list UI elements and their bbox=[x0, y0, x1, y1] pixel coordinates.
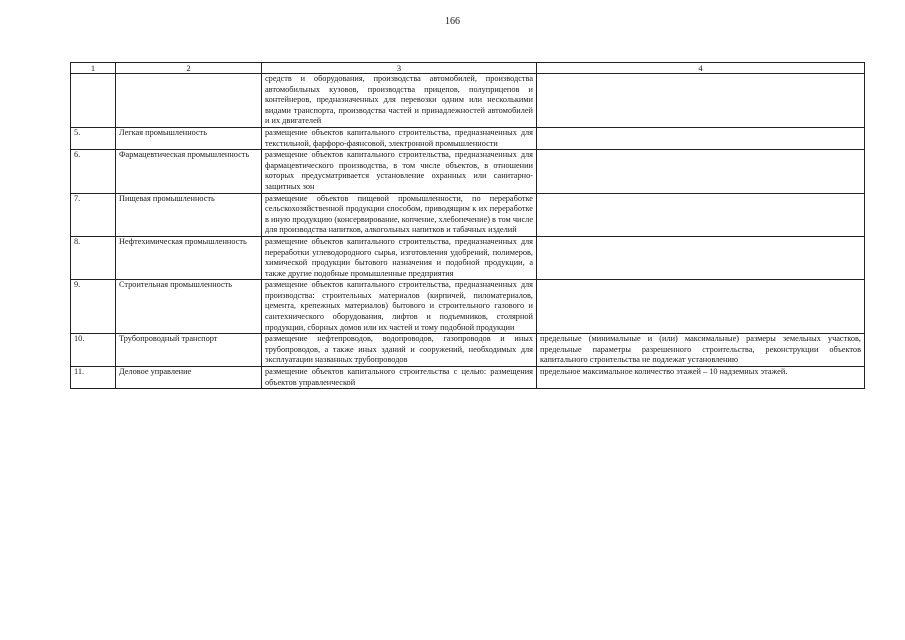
column-header: 3 bbox=[262, 63, 537, 74]
table-row bbox=[71, 334, 865, 367]
table-row bbox=[71, 127, 865, 149]
column-header: 2 bbox=[116, 63, 262, 74]
table-row bbox=[71, 150, 865, 193]
use-type-name: Строительная промышленность bbox=[116, 280, 262, 334]
parameters bbox=[537, 280, 865, 334]
row-number: 8. bbox=[71, 236, 116, 279]
table-row bbox=[71, 236, 865, 279]
column-header: 4 bbox=[537, 63, 865, 74]
table-row bbox=[71, 367, 865, 389]
use-type-name: Легкая промышленность bbox=[116, 127, 262, 149]
parameters bbox=[537, 150, 865, 193]
use-description: размещение объектов капитального строительства, предназначенных для фармацевтического производства, в том числе объектов, в отношении которых предусматривается установление охранных или санитарно-защитных зон bbox=[262, 150, 537, 193]
land-use-table bbox=[70, 62, 865, 389]
row-number: 6. bbox=[71, 150, 116, 193]
row-number: 5. bbox=[71, 127, 116, 149]
use-description: размещение объектов капитального строительства, предназначенных для текстильной, фарфоро-фаянсовой, электронной промышленности bbox=[262, 127, 537, 149]
use-type-name: Трубопроводный транспорт bbox=[116, 334, 262, 367]
row-number: 9. bbox=[71, 280, 116, 334]
use-type-name: Деловое управление bbox=[116, 367, 262, 389]
use-type-name bbox=[116, 74, 262, 128]
table-header-row bbox=[71, 63, 865, 74]
use-type-name: Фармацевтическая промышленность bbox=[116, 150, 262, 193]
use-description: размещение объектов капитального строительства, предназначенных для производства: строительных материалов (кирпичей, пиломатериалов, цемента, крепежных материалов) бытового и строительного газового и сантехнического оборудования, лифтов и подъемников, столярной продукции, сборных домов или их частей и тому подобной продукции bbox=[262, 280, 537, 334]
parameters: предельное максимальное количество этажей – 10 надземных этажей. bbox=[537, 367, 865, 389]
parameters bbox=[537, 193, 865, 236]
parameters bbox=[537, 127, 865, 149]
parameters bbox=[537, 236, 865, 279]
table-row bbox=[71, 193, 865, 236]
use-description: размещение нефтепроводов, водопроводов, газопроводов и иных трубопроводов, а также иных зданий и сооружений, необходимых для эксплуатации названных трубопроводов bbox=[262, 334, 537, 367]
use-type-name: Нефтехимическая промышленность bbox=[116, 236, 262, 279]
row-number bbox=[71, 74, 116, 128]
row-number: 10. bbox=[71, 334, 116, 367]
use-type-name: Пищевая промышленность bbox=[116, 193, 262, 236]
table-row bbox=[71, 280, 865, 334]
row-number: 7. bbox=[71, 193, 116, 236]
column-header: 1 bbox=[71, 63, 116, 74]
use-description: размещение объектов капитального строительства, предназначенных для переработки углеводородного сырья, изготовления удобрений, полимеров, химической продукции бытового назначения и подобной продукции, а также другие подобные промышленные предприятия bbox=[262, 236, 537, 279]
parameters bbox=[537, 74, 865, 128]
parameters: предельные (минимальные и (или) максимальные) размеры земельных участков, предельные параметры разрешенного строительства, реконструкции объектов капитального строительства не подлежат установлению bbox=[537, 334, 865, 367]
use-description: размещение объектов пищевой промышленности, по переработке сельскохозяйственной продукции способом, приводящим к их переработке в иную продукцию (консервирование, копчение, хлебопечение) в том числе для производства напитков, алкогольных напитков и табачных изделий bbox=[262, 193, 537, 236]
page-number: 166 bbox=[445, 16, 460, 27]
use-description: средств и оборудования, производства автомобилей, производства автомобильных кузовов, производства прицепов, полуприцепов и контейнеров, предназначенных для перевозки одним или несколькими видами транспорта, производства частей и принадлежностей автомобилей и их двигателей bbox=[262, 74, 537, 128]
row-number: 11. bbox=[71, 367, 116, 389]
table-row bbox=[71, 74, 865, 128]
use-description: размещение объектов капитального строительства с целью: размещения объектов управленческой bbox=[262, 367, 537, 389]
